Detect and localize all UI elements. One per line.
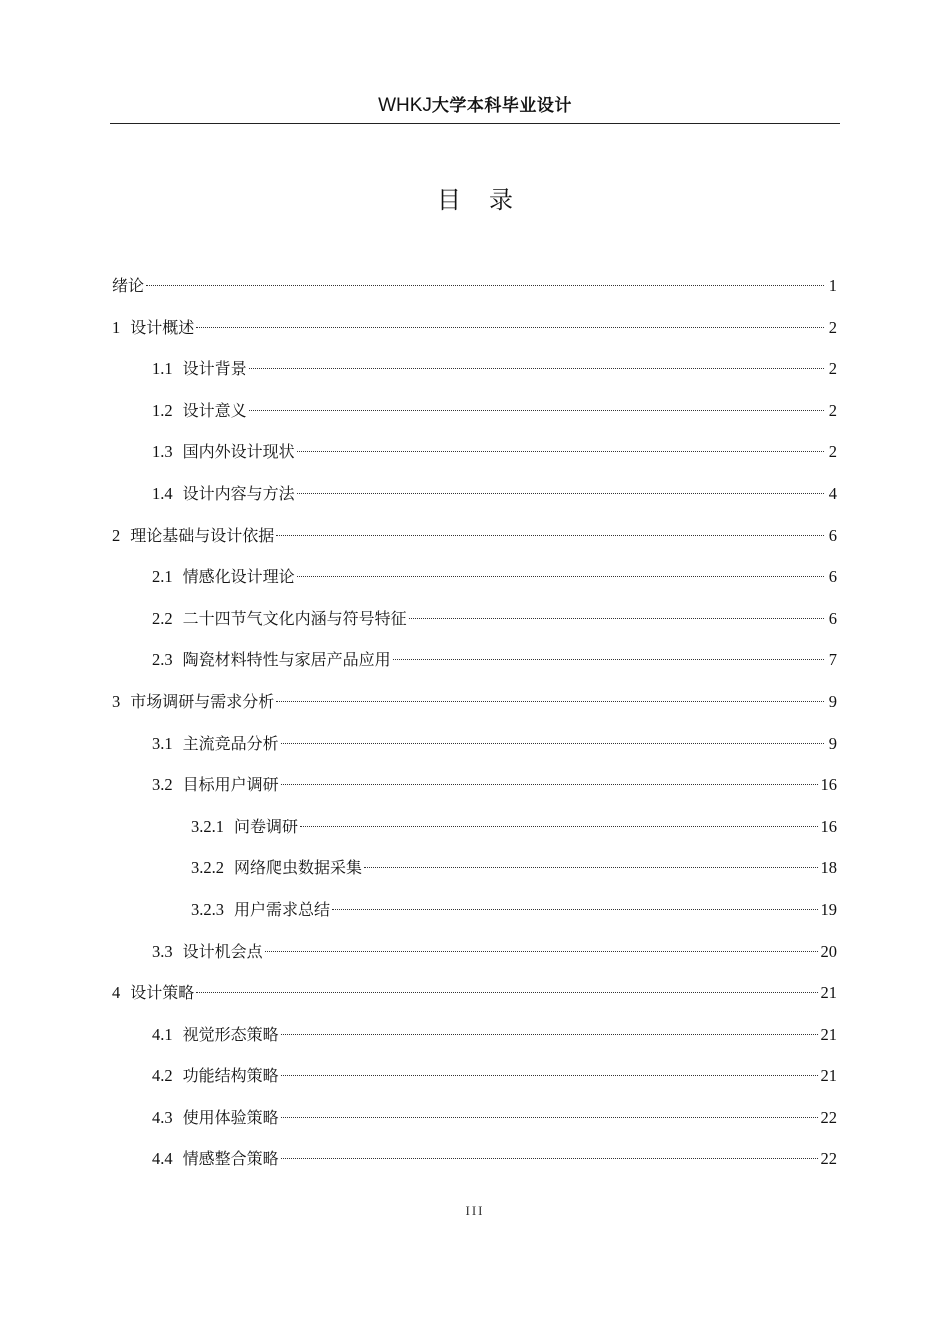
dot-leader [196, 992, 817, 993]
toc-entry-title: 情感化设计理论 [182, 567, 295, 587]
toc-entry-title: 设计机会点 [182, 941, 263, 961]
toc-entry-title: 设计背景 [182, 359, 247, 379]
toc-entry[interactable] [112, 395, 837, 437]
dot-leader [276, 701, 824, 702]
dot-leader [297, 576, 824, 577]
dot-leader [281, 784, 818, 785]
dot-leader [300, 826, 817, 827]
toc-entry-number: 4 [112, 983, 121, 1003]
toc-entry-number: 4.1 [152, 1024, 173, 1044]
dot-leader [393, 659, 824, 660]
toc-entry-title: 绪论 [112, 276, 145, 295]
toc-entry-page: 4 [828, 483, 837, 503]
header-brand: WHKJ [378, 95, 432, 116]
toc-entry-title: 网络爬虫数据采集 [234, 858, 363, 878]
toc-entry[interactable] [112, 644, 837, 686]
dot-leader [276, 535, 824, 536]
dot-leader [281, 1117, 818, 1118]
toc-entry-page: 22 [820, 1107, 837, 1127]
toc-entry-number: 4.4 [152, 1149, 173, 1169]
toc-entry-title: 用户需求总结 [234, 899, 331, 919]
toc-entry-page: 2 [828, 400, 837, 420]
toc-entry-number: 4.2 [152, 1066, 173, 1086]
toc-entry-title: 设计内容与方法 [182, 483, 295, 503]
toc-entry[interactable] [112, 353, 837, 395]
toc-entry-page: 18 [820, 858, 837, 878]
toc-entry[interactable] [112, 977, 837, 1019]
dot-leader [281, 1034, 818, 1035]
toc-entry-page: 9 [828, 733, 837, 753]
toc-entry-title: 设计策略 [130, 983, 195, 1003]
toc-entry-page: 6 [828, 608, 837, 628]
toc-entry-page: 2 [828, 442, 837, 462]
toc-entry[interactable] [112, 270, 837, 312]
toc-entry-page: 1 [828, 276, 837, 295]
toc-entry-number: 3.1 [152, 733, 173, 753]
dot-leader [281, 1158, 818, 1159]
toc-entry-title: 二十四节气文化内涵与符号特征 [182, 608, 407, 628]
toc-entry-title: 视觉形态策略 [182, 1024, 279, 1044]
toc-entry[interactable] [112, 728, 837, 770]
toc-entry[interactable] [112, 769, 837, 811]
toc-title: 目录 [437, 186, 541, 214]
toc-entry-number: 1.3 [152, 442, 173, 462]
toc-entry-page: 20 [820, 941, 837, 961]
toc-entry-number: 4.3 [152, 1107, 173, 1127]
toc-entry-page: 19 [820, 899, 837, 919]
dot-leader [332, 909, 817, 910]
toc-entry-number: 1.1 [152, 359, 173, 379]
toc-entry-page: 6 [828, 567, 837, 587]
toc-entry-title: 设计概述 [130, 317, 195, 337]
toc-entry-page: 2 [828, 317, 837, 337]
toc-entry-number: 3.2.3 [191, 899, 224, 919]
toc-entry[interactable] [112, 312, 837, 354]
toc-entry[interactable] [112, 603, 837, 645]
toc-entry-page: 2 [828, 359, 837, 379]
toc-entry[interactable] [112, 1143, 837, 1185]
toc-entry[interactable] [112, 811, 837, 853]
toc-entry-title: 国内外设计现状 [182, 442, 295, 462]
toc-entry-page: 16 [820, 816, 837, 836]
toc-entry[interactable] [112, 852, 837, 894]
dot-leader [297, 493, 824, 494]
toc-entry-page: 9 [828, 691, 837, 711]
toc-entry-page: 6 [828, 525, 837, 545]
toc-entry-number: 2.2 [152, 608, 173, 628]
toc-entry[interactable] [112, 894, 837, 936]
toc-entry[interactable] [112, 520, 837, 562]
toc-entry-number: 2.3 [152, 650, 173, 670]
toc-entry[interactable] [112, 436, 837, 478]
toc-entry-page: 21 [820, 983, 837, 1003]
toc-entry-number: 3.2 [152, 775, 173, 795]
header-school: 大学本科毕业设计 [431, 96, 572, 116]
toc-entry-title: 理论基础与设计依据 [130, 525, 275, 545]
running-header [110, 93, 840, 119]
dot-leader [297, 451, 824, 452]
toc-entry-number: 3 [112, 691, 121, 711]
toc-entry-number: 1.2 [152, 400, 173, 420]
footer-page-number: III [465, 1203, 485, 1218]
toc-entry-number: 3.3 [152, 941, 173, 961]
toc-entry-title: 功能结构策略 [182, 1066, 279, 1086]
toc-entry-number: 2 [112, 525, 121, 545]
toc-entry[interactable] [112, 936, 837, 978]
toc-entry-title: 主流竞品分析 [182, 733, 279, 753]
toc-entry-title: 目标用户调研 [182, 775, 279, 795]
toc-entry[interactable] [112, 478, 837, 520]
toc-list [112, 270, 837, 1185]
toc-entry[interactable] [112, 1019, 837, 1061]
dot-leader [249, 368, 824, 369]
toc-entry[interactable] [112, 1102, 837, 1144]
toc-entry-title: 陶瓷材料特性与家居产品应用 [182, 650, 391, 670]
toc-entry[interactable] [112, 686, 837, 728]
dot-leader [364, 867, 817, 868]
toc-entry-page: 21 [820, 1024, 837, 1044]
toc-entry-title: 使用体验策略 [182, 1107, 279, 1127]
toc-entry-page: 21 [820, 1066, 837, 1086]
toc-entry[interactable] [112, 561, 837, 603]
toc-entry-number: 2.1 [152, 567, 173, 587]
dot-leader [146, 285, 824, 286]
dot-leader [265, 951, 818, 952]
toc-entry-page: 16 [820, 775, 837, 795]
dot-leader [409, 618, 824, 619]
toc-entry-number: 1 [112, 317, 121, 337]
dot-leader [249, 410, 824, 411]
toc-entry-number: 1.4 [152, 483, 173, 503]
toc-entry-title: 设计意义 [182, 400, 247, 420]
toc-entry[interactable] [112, 1060, 837, 1102]
dot-leader [281, 743, 824, 744]
toc-entry-title: 市场调研与需求分析 [130, 691, 275, 711]
toc-entry-title: 情感整合策略 [182, 1149, 279, 1169]
toc-entry-page: 7 [828, 650, 837, 670]
dot-leader [281, 1075, 818, 1076]
toc-entry-number: 3.2.2 [191, 858, 224, 878]
toc-entry-number: 3.2.1 [191, 816, 224, 836]
header-rule [110, 123, 840, 124]
toc-entry-title: 问卷调研 [234, 816, 299, 836]
dot-leader [196, 327, 824, 328]
toc-entry-page: 22 [820, 1149, 837, 1169]
